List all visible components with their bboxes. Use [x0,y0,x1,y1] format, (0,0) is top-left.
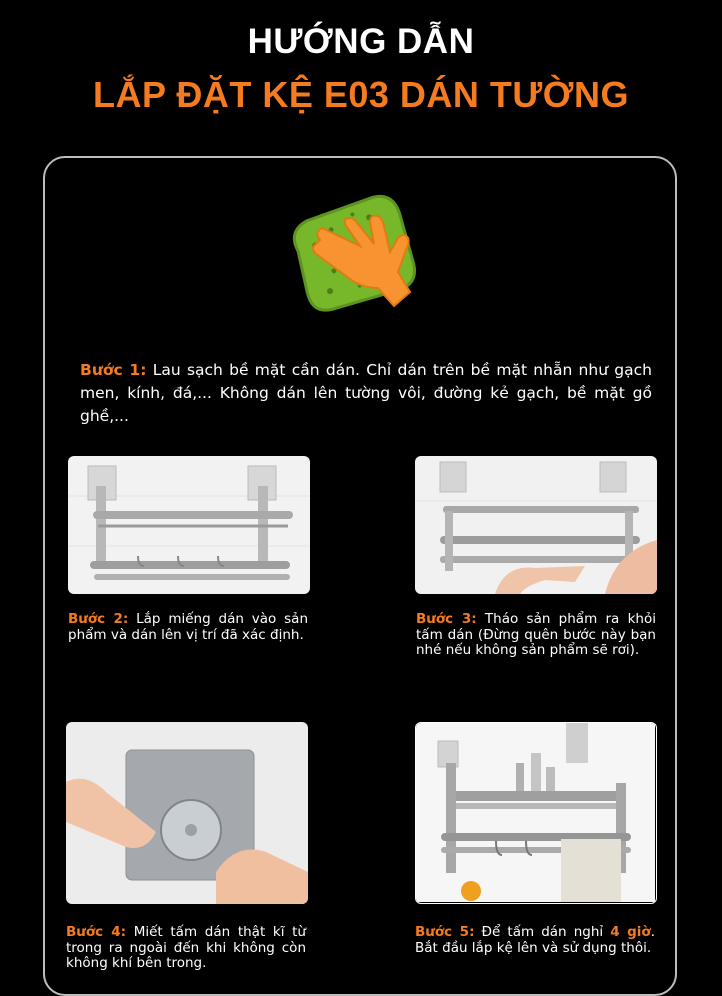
step-1-text [80,359,652,428]
step-5-photo [415,722,657,904]
title-line-1: HƯỚNG DẪN [247,22,475,61]
step-1-label: Bước 1: [80,361,147,379]
step-2-caption [68,612,308,643]
step-3-caption [416,612,656,659]
step-2-label: Bước 2: [68,611,129,627]
step-4-body: Miết tấm dán thật kĩ từ trong ra ngoài đến khi không còn không khí bên trong. [66,924,306,971]
step-5-body-before: Để tấm dán nghỉ [474,924,611,940]
step-5-label: Bước 5: [415,924,475,940]
step-3-label: Bước 3: [416,611,477,627]
step-5-highlight-duration: 4 giờ [610,924,651,940]
step-3-body: Tháo sản phẩm ra khỏi tấm dán (Đừng quên bước này bạn nhé nếu không sản phẩm sẽ rơi). [416,611,656,658]
step-3-photo [415,456,657,594]
step-4-caption [66,925,306,972]
step-1-body: Lau sạch bề mặt cần dán. Chỉ dán trên bề mặt nhẵn như gạch men, kính, đá,... Không dán lên tường vôi, đường kẻ gạch, bề mặt gồ ghề,... [80,361,652,425]
step-2-photo [68,456,310,594]
title-line-2: LẮP ĐẶT KỆ E03 DÁN TƯỜNG [93,74,629,115]
step-4-label: Bước 4: [66,924,127,940]
step-5-body-after: . Bắt đầu lắp kệ lên và sử dụng thôi. [415,924,655,956]
step-2-body: Lắp miếng dán vào sản phẩm và dán lên vị trí đã xác định. [68,611,309,643]
glove-wiping-sponge-icon [290,192,432,316]
step-5-caption [415,925,655,956]
step-4-photo [66,722,308,904]
